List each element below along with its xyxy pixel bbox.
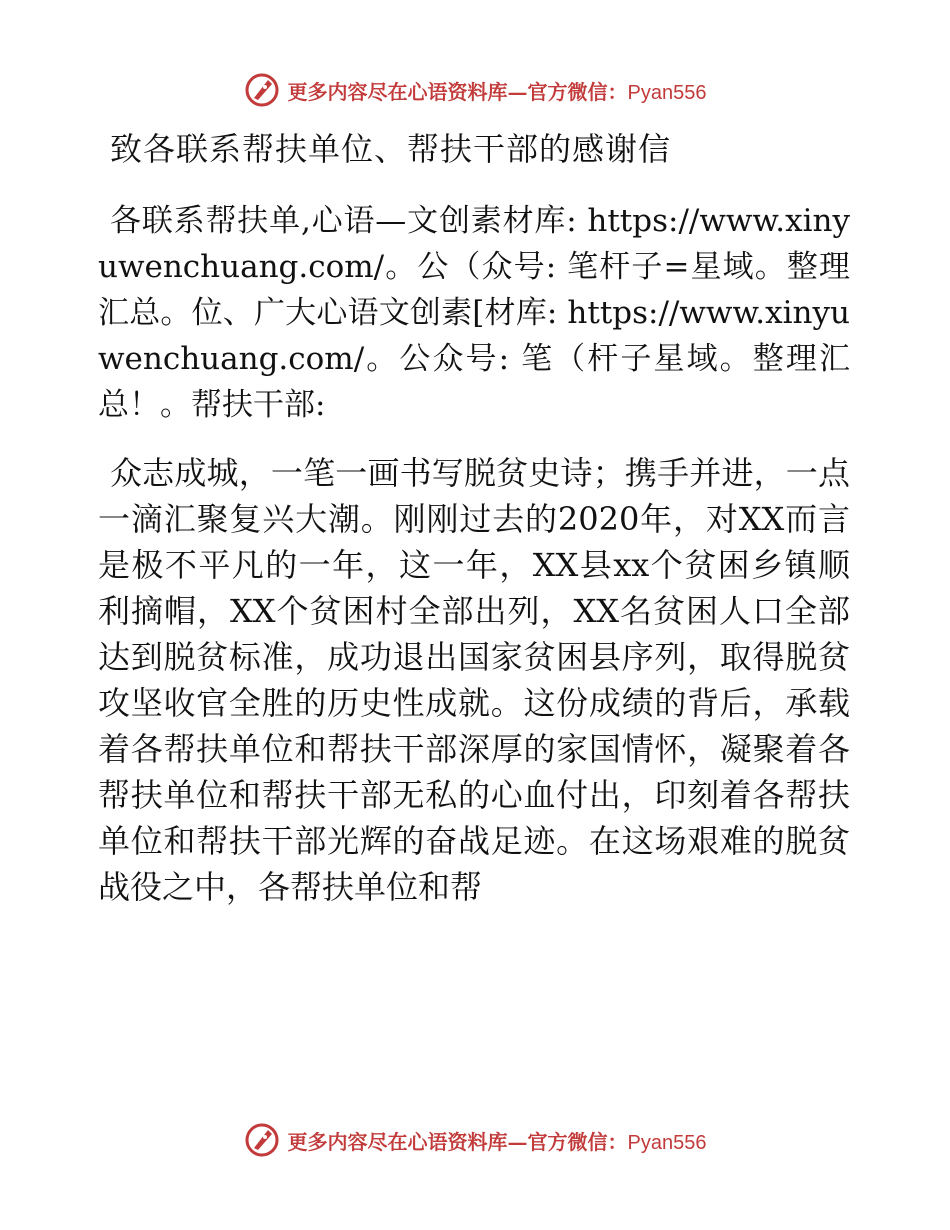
document-body (98, 122, 850, 910)
pen-nib-logo-icon (244, 1122, 280, 1158)
footer-banner-text: 更多内容尽在心语资料库—官方微信：Pyan556 (287, 1129, 707, 1154)
header-wechat-id: Pyan556 (627, 81, 707, 104)
header-banner-text: 更多内容尽在心语资料库—官方微信：Pyan556 (287, 79, 707, 104)
pen-nib-logo-icon (244, 72, 280, 108)
document-title: 致各联系帮扶单位、帮扶干部的感谢信 (110, 130, 672, 168)
salutation-paragraph: 各联系帮扶单,心语—文创素材库: https://www.xinyuwenchuang.com/。公（众号: 笔杆子=星域。整理汇总。位、广大心语文创素[材库: https://www.xinyuwenchuang.com/。公众号: 笔（杆子星域。整理汇总！。帮扶干部: (98, 203, 850, 423)
body-paragraph: 众志成城，一笔一画书写脱贫史诗；携手并进，一点一滴汇聚复兴大潮。刚刚过去的2020年，对XX而言是极不平凡的一年，这一年，XX县xx个贫困乡镇顺利摘帽，XX个贫困村全部出列，XX名贫困人口全部达到脱贫标准，成功退出国家贫困县序列，取得脱贫攻坚收官全胜的历史性成就。这份成绩的背后，承载着各帮扶单位和帮扶干部深厚的家国情怀，凝聚着各帮扶单位和帮扶干部无私的心血付出，印刻着各帮扶单位和帮扶干部光辉的奋战足迹。在这场艰难的脱贫战役之中，各帮扶单位和帮 (98, 454, 850, 906)
footer-wechat-id: Pyan556 (627, 1131, 707, 1154)
page-footer-banner (0, 1120, 950, 1160)
page-header-banner (0, 70, 950, 110)
